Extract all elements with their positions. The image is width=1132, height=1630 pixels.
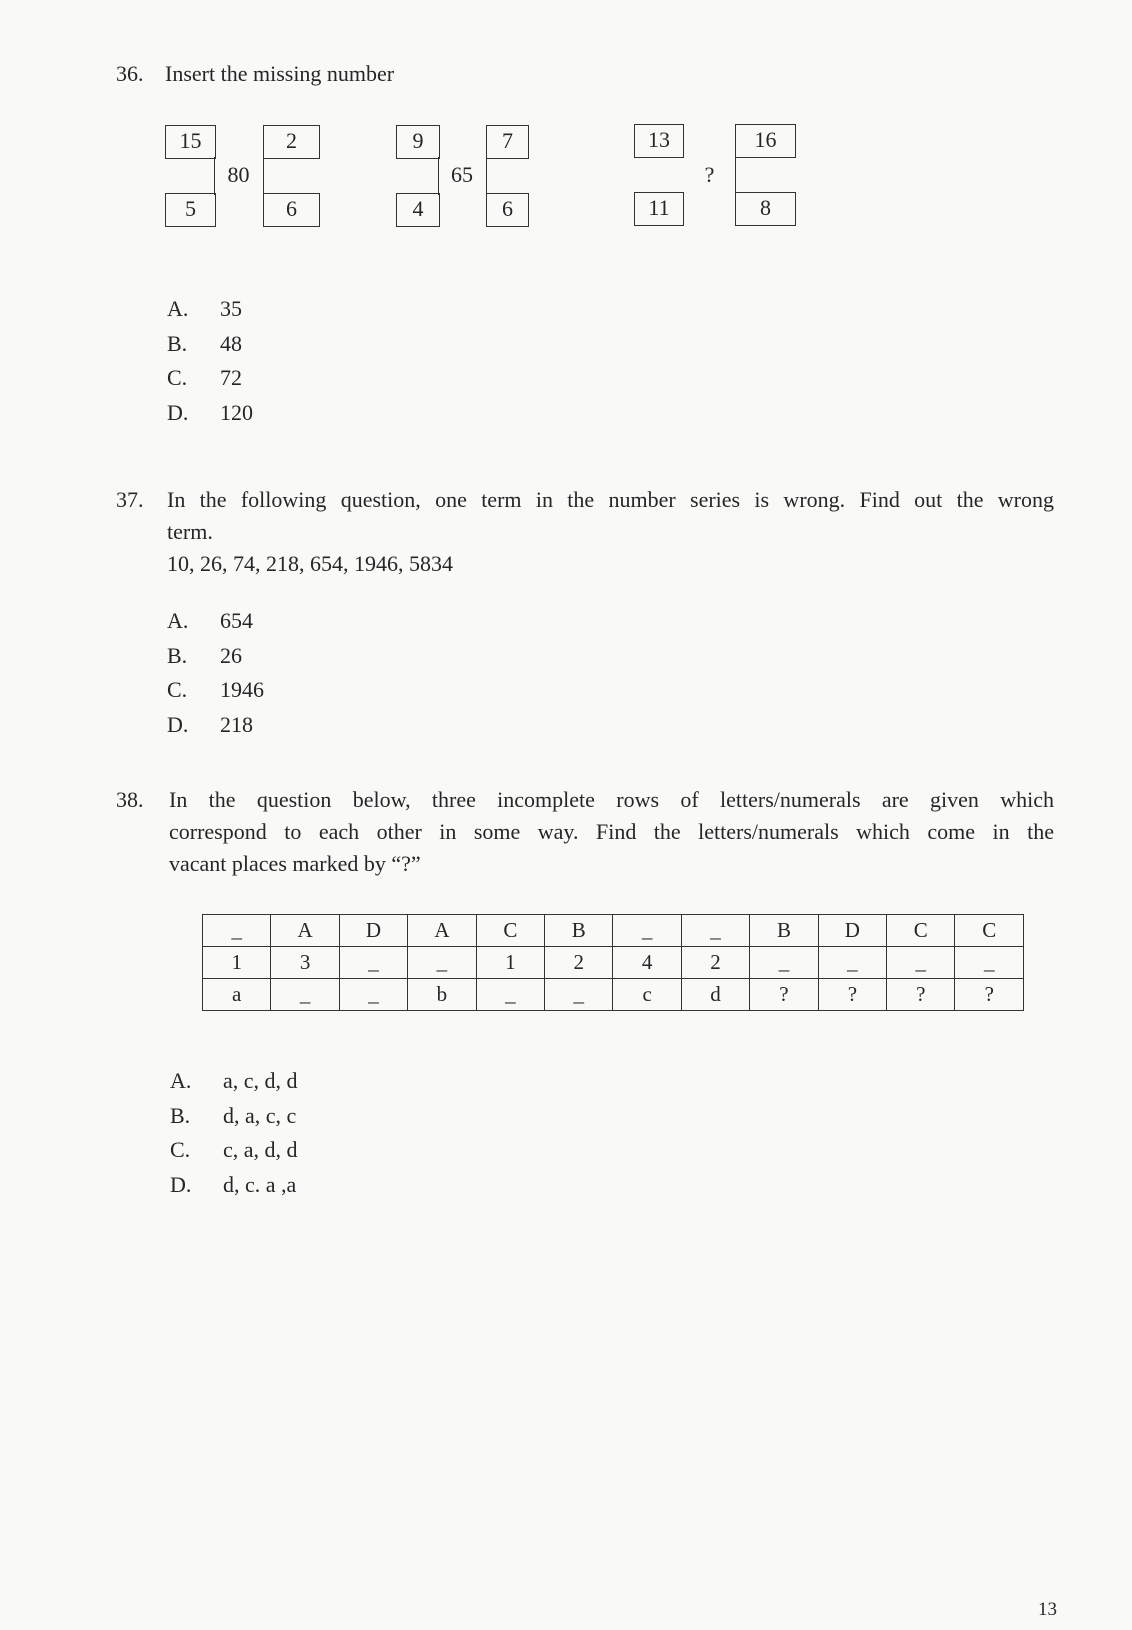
- figure-1-top-left: 15: [165, 125, 216, 159]
- option-d[interactable]: [167, 400, 367, 435]
- figure-2-top-right: 7: [486, 125, 529, 159]
- table-cell: 2: [545, 947, 613, 979]
- table-row: [203, 947, 1024, 979]
- option-value: 48: [220, 330, 242, 356]
- table-cell: _: [681, 915, 749, 947]
- option-d[interactable]: [170, 1172, 430, 1207]
- question-36-options: [167, 296, 367, 434]
- page-number: 13: [1038, 1599, 1057, 1620]
- figure-1-bottom-right: 6: [263, 193, 320, 227]
- table-cell: C: [955, 915, 1024, 947]
- table-cell: a: [203, 979, 271, 1011]
- option-value: 654: [220, 608, 253, 633]
- question-38-line-3: vacant places marked by “?”: [169, 851, 421, 876]
- option-letter: C.: [170, 1137, 191, 1162]
- figure-3-bottom-right: 8: [735, 192, 796, 226]
- question-37-options: [167, 608, 367, 746]
- figure-1-center: 80: [227, 162, 250, 187]
- option-value: d, c. a ,a: [223, 1171, 297, 1197]
- letter-number-table: [202, 914, 1024, 1011]
- table-cell: B: [750, 915, 818, 947]
- option-letter: A.: [167, 608, 189, 633]
- option-value: 26: [220, 642, 242, 668]
- figure-2-bottom-right: 6: [486, 193, 529, 227]
- table-cell: c: [613, 979, 681, 1011]
- table-cell: ?: [887, 979, 955, 1011]
- question-38-options: [170, 1068, 430, 1206]
- table-cell: _: [887, 947, 955, 979]
- table-row: [203, 915, 1024, 947]
- option-a[interactable]: [167, 296, 367, 331]
- table-cell: _: [271, 979, 339, 1011]
- question-37-line-2: term.: [167, 519, 213, 544]
- table-cell: ?: [750, 979, 818, 1011]
- question-36-number: 36.: [116, 61, 144, 86]
- table-cell: D: [339, 915, 407, 947]
- option-letter: B.: [170, 1102, 191, 1128]
- option-b[interactable]: [167, 643, 367, 678]
- option-d[interactable]: [167, 712, 367, 747]
- question-37-series: 10, 26, 74, 218, 654, 1946, 5834: [167, 551, 453, 576]
- table-cell: _: [545, 979, 613, 1011]
- figure-3-top-left: 13: [634, 124, 684, 158]
- table-cell: b: [408, 979, 476, 1011]
- option-value: 218: [220, 711, 253, 737]
- table-cell: A: [271, 915, 339, 947]
- figure-3-center: ?: [704, 162, 715, 187]
- option-b[interactable]: [167, 331, 367, 366]
- question-38-number: 38.: [116, 787, 144, 812]
- table-cell: d: [681, 979, 749, 1011]
- table-cell: D: [818, 915, 886, 947]
- table-cell: ?: [955, 979, 1024, 1011]
- table-cell: _: [203, 915, 271, 947]
- option-letter: C.: [167, 365, 188, 390]
- table-cell: _: [339, 947, 407, 979]
- table-cell: _: [476, 979, 544, 1011]
- table-row: [203, 979, 1024, 1011]
- number-figure-2: [396, 125, 556, 229]
- option-c[interactable]: [167, 365, 367, 400]
- question-37-line-1: In the following question, one term in the number series is wrong. Find out the wrong: [167, 487, 1054, 512]
- option-letter: A.: [170, 1068, 192, 1093]
- option-value: c, a, d, d: [223, 1137, 298, 1162]
- number-figure-1: [165, 125, 325, 229]
- table-cell: 3: [271, 947, 339, 979]
- option-value: 72: [220, 365, 242, 390]
- option-value: 1946: [220, 677, 264, 702]
- figure-2-bottom-left: 4: [396, 193, 440, 227]
- option-a[interactable]: [167, 608, 367, 643]
- option-value: d, a, c, c: [223, 1102, 297, 1128]
- table-cell: _: [613, 915, 681, 947]
- option-letter: D.: [167, 711, 189, 737]
- question-38-line-2: correspond to each other in some way. Find the letters/numerals which come in the: [169, 819, 1054, 844]
- option-letter: D.: [167, 399, 189, 425]
- table-cell: _: [750, 947, 818, 979]
- table-cell: B: [545, 915, 613, 947]
- figure-2-center: 65: [451, 162, 473, 187]
- table-cell: 1: [476, 947, 544, 979]
- table-cell: 4: [613, 947, 681, 979]
- question-38: [116, 784, 1054, 884]
- option-c[interactable]: [170, 1137, 430, 1172]
- option-value: a, c, d, d: [223, 1068, 298, 1093]
- figure-1-bottom-left: 5: [165, 193, 216, 227]
- figure-3-top-right: 16: [735, 124, 796, 158]
- option-a[interactable]: [170, 1068, 430, 1103]
- option-letter: B.: [167, 330, 188, 356]
- table-cell: C: [476, 915, 544, 947]
- table-cell: _: [955, 947, 1024, 979]
- option-letter: C.: [167, 677, 188, 702]
- option-c[interactable]: [167, 677, 367, 712]
- option-value: 120: [220, 399, 253, 425]
- question-37: [116, 484, 1054, 584]
- option-letter: D.: [170, 1171, 192, 1197]
- table-cell: 2: [681, 947, 749, 979]
- number-figure-3: [634, 124, 804, 228]
- table-cell: ?: [818, 979, 886, 1011]
- figure-2-top-left: 9: [396, 125, 440, 159]
- question-37-number: 37.: [116, 487, 144, 512]
- question-36-text: Insert the missing number: [165, 61, 395, 86]
- table-cell: _: [408, 947, 476, 979]
- figure-3-bottom-left: 11: [634, 192, 684, 226]
- option-letter: B.: [167, 642, 188, 668]
- question-38-line-1: In the question below, three incomplete rows of letters/numerals are given which: [169, 787, 1054, 812]
- figure-1-top-right: 2: [263, 125, 320, 159]
- table-cell: C: [887, 915, 955, 947]
- table-cell: 1: [203, 947, 271, 979]
- table-cell: _: [339, 979, 407, 1011]
- option-value: 35: [220, 296, 242, 321]
- table-cell: A: [408, 915, 476, 947]
- option-b[interactable]: [170, 1103, 430, 1138]
- option-letter: A.: [167, 296, 189, 321]
- table-cell: _: [818, 947, 886, 979]
